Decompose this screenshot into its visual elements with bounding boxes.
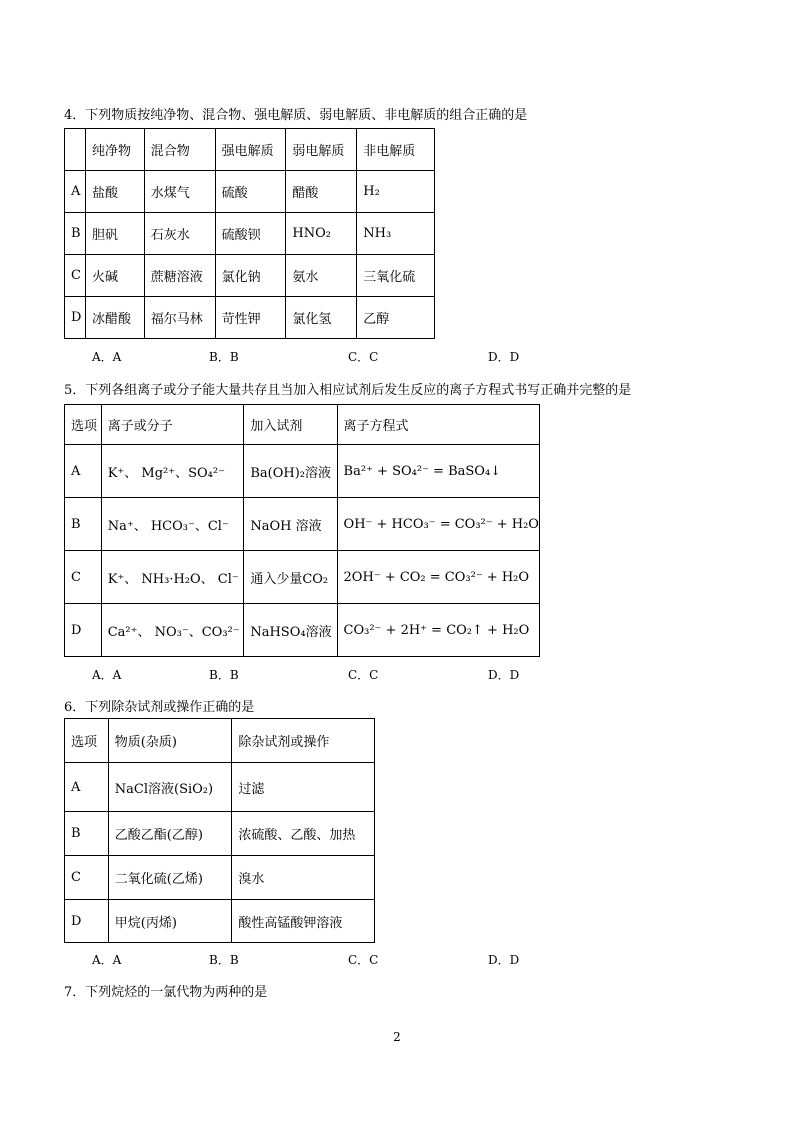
- table-cell: NaCl溶液(SiO₂): [108, 763, 232, 812]
- table-cell: 2OH⁻ + CO₂ = CO₃²⁻ + H₂O: [337, 551, 539, 604]
- table-cell: K⁺、 Mg²⁺、SO₄²⁻: [101, 445, 244, 498]
- table-row: [65, 171, 435, 213]
- table-cell: 浓硫酸、乙酸、加热: [232, 812, 375, 856]
- table-cell: 石灰水: [144, 213, 215, 255]
- question-5-table: [64, 404, 540, 657]
- table-cell: 水煤气: [144, 171, 215, 213]
- table-row: [65, 551, 540, 604]
- table-cell: 弱电解质: [286, 129, 357, 171]
- table-cell: A: [65, 763, 109, 812]
- table-cell: 除杂试剂或操作: [232, 719, 375, 763]
- question-6-table: [64, 718, 375, 943]
- table-header-row: [65, 405, 540, 445]
- table-cell: B: [65, 213, 86, 255]
- table-cell: 离子或分子: [101, 405, 244, 445]
- table-cell: A: [65, 445, 102, 498]
- table-cell: 溴水: [232, 856, 375, 900]
- table-row: [65, 445, 540, 498]
- table-row: [65, 856, 375, 900]
- option-b: B．B: [209, 350, 239, 364]
- question-7-stem: 7．下列烷烃的一氯代物为两种的是: [64, 985, 268, 1000]
- table-row: [65, 763, 375, 812]
- table-cell: C: [65, 255, 86, 297]
- table-cell: Ba(OH)₂溶液: [244, 445, 337, 498]
- table-cell: 加入试剂: [244, 405, 337, 445]
- table-cell: [65, 129, 86, 171]
- table-cell: 盐酸: [85, 171, 144, 213]
- table-cell: 福尔马林: [144, 297, 215, 339]
- table-cell: 选项: [65, 719, 109, 763]
- page-number: 2: [393, 1030, 401, 1044]
- table-header-row: [65, 719, 375, 763]
- question-5-stem: 5．下列各组离子或分子能大量共存且当加入相应试剂后发生反应的离子方程式书写正确并完整的是: [64, 383, 632, 398]
- table-cell: C: [65, 551, 102, 604]
- table-cell: CO₃²⁻ + 2H⁺ = CO₂↑ + H₂O: [337, 604, 539, 657]
- table-cell: OH⁻ + HCO₃⁻ = CO₃²⁻ + H₂O: [337, 498, 539, 551]
- table-cell: 三氧化硫: [357, 255, 435, 297]
- table-cell: 纯净物: [85, 129, 144, 171]
- table-row: [65, 900, 375, 943]
- table-row: [65, 213, 435, 255]
- table-header-row: [65, 129, 435, 171]
- option-d: D．D: [488, 350, 520, 364]
- table-cell: 二氧化硫(乙烯): [108, 856, 232, 900]
- question-4-table: [64, 128, 435, 339]
- question-6-stem: 6．下列除杂试剂或操作正确的是: [64, 700, 255, 715]
- table-cell: A: [65, 171, 86, 213]
- table-cell: Na⁺、 HCO₃⁻、Cl⁻: [101, 498, 244, 551]
- table-cell: NaOH 溶液: [244, 498, 337, 551]
- table-cell: 乙酸乙酯(乙醇): [108, 812, 232, 856]
- table-cell: Ba²⁺ + SO₄²⁻ = BaSO₄↓: [337, 445, 539, 498]
- option-a: A．A: [92, 953, 122, 967]
- option-a: A．A: [92, 668, 122, 682]
- table-cell: H₂: [357, 171, 435, 213]
- table-row: [65, 812, 375, 856]
- table-cell: B: [65, 812, 109, 856]
- table-cell: D: [65, 900, 109, 943]
- table-cell: 氨水: [286, 255, 357, 297]
- option-d: D．D: [488, 668, 520, 682]
- option-b: B．B: [209, 668, 239, 682]
- table-cell: 强电解质: [215, 129, 286, 171]
- table-cell: 通入少量CO₂: [244, 551, 337, 604]
- table-row: [65, 255, 435, 297]
- table-cell: 选项: [65, 405, 102, 445]
- table-cell: 硫酸钡: [215, 213, 286, 255]
- question-4-stem: 4．下列物质按纯净物、混合物、强电解质、弱电解质、非电解质的组合正确的是: [64, 108, 528, 123]
- table-cell: 非电解质: [357, 129, 435, 171]
- table-cell: D: [65, 604, 102, 657]
- table-cell: B: [65, 498, 102, 551]
- table-cell: 乙醇: [357, 297, 435, 339]
- table-cell: 硫酸: [215, 171, 286, 213]
- table-cell: 冰醋酸: [85, 297, 144, 339]
- table-cell: 氯化氢: [286, 297, 357, 339]
- table-cell: 甲烷(丙烯): [108, 900, 232, 943]
- table-cell: 离子方程式: [337, 405, 539, 445]
- option-b: B．B: [209, 953, 239, 967]
- table-row: [65, 297, 435, 339]
- table-cell: HNO₂: [286, 213, 357, 255]
- table-cell: NH₃: [357, 213, 435, 255]
- table-cell: 酸性高锰酸钾溶液: [232, 900, 375, 943]
- table-cell: 胆矾: [85, 213, 144, 255]
- table-cell: 蔗糖溶液: [144, 255, 215, 297]
- option-c: C．C: [348, 953, 379, 967]
- table-cell: C: [65, 856, 109, 900]
- option-c: C．C: [348, 350, 379, 364]
- table-cell: 醋酸: [286, 171, 357, 213]
- option-c: C．C: [348, 668, 379, 682]
- option-a: A．A: [92, 350, 122, 364]
- table-cell: 氯化钠: [215, 255, 286, 297]
- table-cell: 苛性钾: [215, 297, 286, 339]
- table-cell: 火碱: [85, 255, 144, 297]
- table-cell: D: [65, 297, 86, 339]
- table-row: [65, 604, 540, 657]
- table-cell: NaHSO₄溶液: [244, 604, 337, 657]
- table-cell: K⁺、 NH₃·H₂O、 Cl⁻: [101, 551, 244, 604]
- table-cell: 混合物: [144, 129, 215, 171]
- table-row: [65, 498, 540, 551]
- table-cell: 物质(杂质): [108, 719, 232, 763]
- table-cell: Ca²⁺、 NO₃⁻、CO₃²⁻: [101, 604, 244, 657]
- option-d: D．D: [488, 953, 520, 967]
- table-cell: 过滤: [232, 763, 375, 812]
